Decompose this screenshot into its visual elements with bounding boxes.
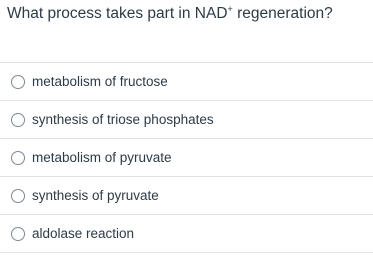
radio-button[interactable] — [11, 151, 25, 165]
radio-button[interactable] — [11, 189, 25, 203]
answer-label[interactable]: metabolism of fructose — [32, 74, 168, 89]
answer-option[interactable] — [0, 100, 373, 138]
question-text — [7, 5, 333, 23]
answer-option[interactable] — [0, 214, 373, 252]
answer-label[interactable]: synthesis of pyruvate — [32, 188, 159, 203]
radio-button[interactable] — [11, 113, 25, 127]
question-text-main: What process takes part in NAD — [7, 5, 228, 22]
divider — [0, 252, 373, 253]
question-text-end: regeneration? — [232, 5, 333, 22]
answer-option[interactable] — [0, 138, 373, 176]
radio-button[interactable] — [11, 75, 25, 89]
question-superscript: + — [227, 4, 233, 14]
answer-label[interactable]: synthesis of triose phosphates — [32, 112, 214, 127]
radio-button[interactable] — [11, 227, 25, 241]
answer-option[interactable] — [0, 62, 373, 100]
answer-label[interactable]: aldolase reaction — [32, 226, 135, 241]
answer-label[interactable]: metabolism of pyruvate — [32, 150, 172, 165]
answer-option[interactable] — [0, 176, 373, 214]
